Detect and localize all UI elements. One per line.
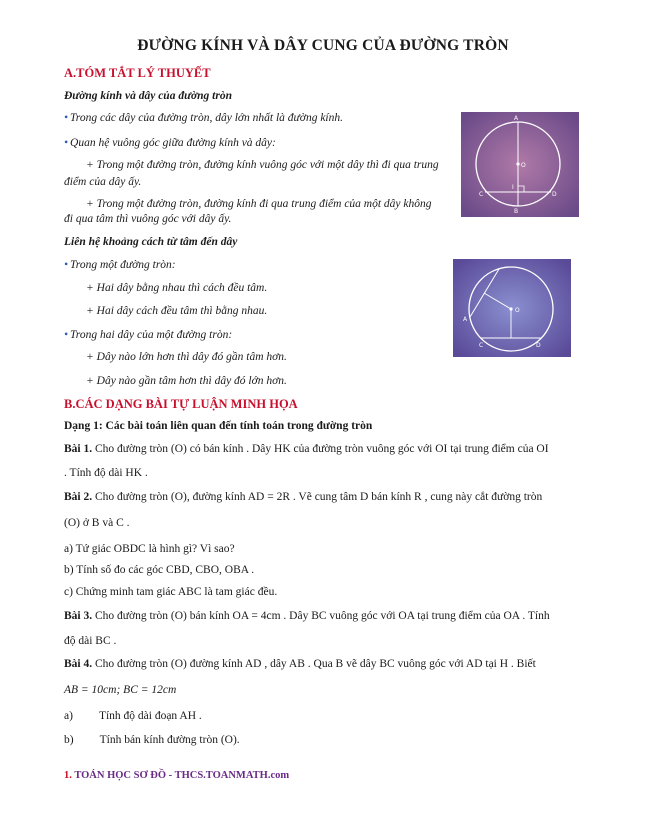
section-b-heading: B.CÁC DẠNG BÀI TỰ LUẬN MINH HỌA [64, 397, 298, 411]
section-a-heading: A.TÓM TẮT LÝ THUYẾT [64, 66, 211, 80]
figure-circle-diameter-chord [461, 112, 579, 217]
label-a: A [514, 115, 519, 122]
theory-line: + Dây nào gần tâm hơn thì dây đó lớn hơn. [86, 375, 287, 387]
problem-3: Bài 3. Cho đường tròn (O) bán kính OA = 4cm . Dây BC vuông góc với OA tại trung điểm của OA . Tính [64, 610, 550, 622]
label-i: I [512, 184, 514, 191]
figure-background [461, 112, 579, 217]
label-o: O [521, 162, 526, 169]
theory-line: + Dây nào lớn hơn thì dây đó gần tâm hơn. [86, 351, 287, 363]
problem-1-cont: . Tính độ dài HK . [64, 467, 148, 479]
bullet-icon: • [64, 259, 69, 271]
label-b: B [514, 208, 519, 215]
problem-4: Bài 4. Cho đường tròn (O) đường kính AD , dây AB . Qua B vẽ dây BC vuông góc với AD tại H . Biết [64, 658, 536, 670]
label-c: C [479, 191, 484, 198]
theory-line: • Trong các dây của đường tròn, dây lớn nhất là đường kính. [64, 112, 343, 124]
label-a: A [463, 316, 468, 323]
problem-2-a: a) Tứ giác OBDC là hình gì? Vì sao? [64, 543, 235, 555]
problem-2-c: c) Chứng minh tam giác ABC là tam giác đều. [64, 586, 278, 598]
bullet-icon: • [64, 112, 69, 124]
label-d: D [552, 191, 557, 198]
center-point [516, 162, 519, 165]
dang-1-heading: Dạng 1: Các bài toán liên quan đến tính toán trong đường tròn [64, 420, 373, 432]
subheading-diameter-chord: Đường kính và dây của đường tròn [64, 90, 232, 102]
page-footer: 1. TOÁN HỌC SƠ ĐỒ - THCS.TOANMATH.com [64, 770, 290, 781]
figure-circle-two-chords [453, 259, 571, 357]
theory-line: • Trong một đường tròn: [64, 259, 176, 271]
theory-line: • Quan hệ vuông góc giữa đường kính và dây: [64, 137, 276, 149]
theory-line: + Hai dây bằng nhau thì cách đều tâm. [86, 282, 268, 294]
problem-2-cont: (O) ở B và C . [64, 517, 130, 529]
theory-line: • Trong hai dây của một đường tròn: [64, 329, 233, 341]
problem-3-cont: độ dài BC . [64, 635, 117, 647]
label-o: O [515, 307, 520, 314]
problem-4-b: b) Tính bán kính đường tròn (O). [64, 734, 240, 746]
problem-2: Bài 2. Cho đường tròn (O), đường kính AD = 2R . Vẽ cung tâm D bán kính R , cung này cắt đường tròn [64, 491, 543, 503]
theory-line: + Trong một đường tròn, đường kính vuông góc với một dây thì đi qua trung [86, 159, 439, 171]
problem-4-a: a) Tính độ dài đoạn AH . [64, 710, 202, 722]
problem-1: Bài 1. Cho đường tròn (O) có bán kính . Dây HK của đường tròn vuông góc với OI tại trung điểm của OI [64, 443, 549, 455]
bullet-icon: • [64, 137, 69, 149]
label-d: D [536, 342, 541, 349]
problem-2-b: b) Tính số đo các góc CBD, CBO, OBA . [64, 564, 255, 576]
problem-4-cont: AB = 10cm; BC = 12cm [64, 684, 177, 696]
theory-line: đi qua tâm thì vuông góc với dây ấy. [64, 213, 232, 225]
theory-line: + Hai dây cách đều tâm thì bằng nhau. [86, 305, 268, 317]
center-point [509, 307, 512, 310]
subheading-distance: Liên hệ khoảng cách từ tâm đến dây [64, 236, 238, 248]
bullet-icon: • [64, 329, 69, 341]
page-title: ĐƯỜNG KÍNH VÀ DÂY CUNG CỦA ĐƯỜNG TRÒN [137, 37, 509, 54]
theory-line: điểm của dây ấy. [64, 176, 142, 188]
theory-line: + Trong một đường tròn, đường kính đi qua trung điểm của một dây không [86, 198, 432, 210]
label-c: C [479, 342, 484, 349]
